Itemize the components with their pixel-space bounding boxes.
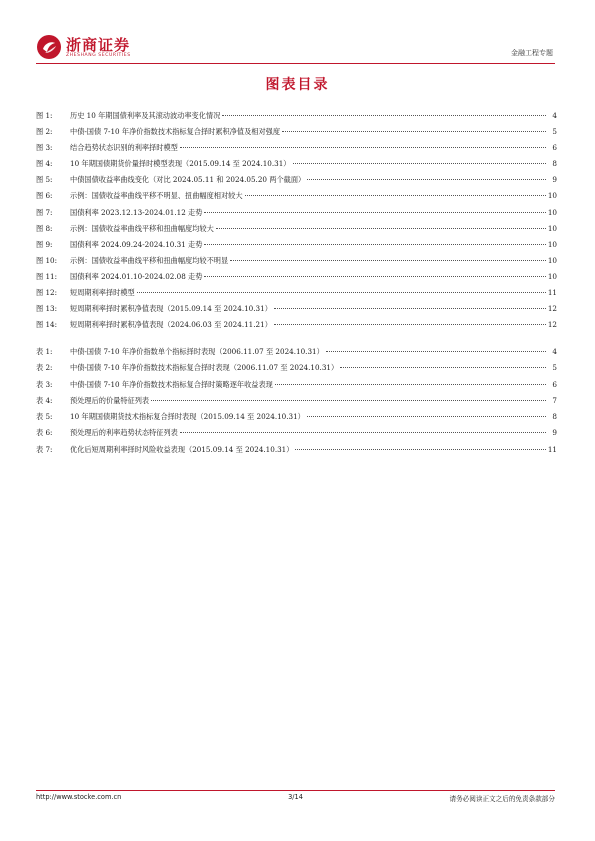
page-header [36,32,555,66]
toc-figure-entry[interactable] [36,320,557,336]
dot-leader [245,195,546,196]
dot-leader [204,276,545,277]
entry-label: 表 5: [36,412,53,422]
entry-page-number: 5 [552,127,557,137]
company-logo [36,32,156,64]
toc-table-entry[interactable] [36,347,557,363]
entry-title: 中债-国债 7-10 年净价指数技术指标复合择时策略逐年收益表现 [70,379,273,389]
toc-table-entry[interactable] [36,428,557,444]
entry-label: 图 6: [36,191,53,201]
entry-label: 表 7: [36,444,53,454]
page-number: 3/14 [288,793,303,801]
toc-figure-entry[interactable] [36,175,557,191]
report-category: 金融工程专题 [511,49,553,57]
dot-leader [180,147,546,148]
footer-url-link[interactable]: http://www.stocke.com.cn [36,793,122,801]
dot-leader [326,351,546,352]
entry-title: 示例：国债收益率曲线平移和扭曲幅度均较大 [70,223,214,233]
entry-label: 图 9: [36,239,53,249]
footer-disclaimer: 请务必阅读正文之后的免责条款部分 [449,795,555,803]
entry-page-number: 11 [547,444,557,454]
toc-title: 图表目录 [265,77,330,93]
entry-page-number: 7 [552,395,557,405]
entry-title: 国债利率 2023.12.13-2024.01.12 走势 [70,207,203,217]
dot-leader [340,367,546,368]
entry-page-number: 10 [547,207,557,217]
dot-leader [204,244,545,245]
entry-page-number: 6 [552,143,557,153]
dot-leader [274,324,546,325]
entry-page-number: 9 [552,175,557,185]
dot-leader [137,292,546,293]
toc-figure-entry[interactable] [36,111,557,127]
dot-leader [151,400,546,401]
entry-label: 图 2: [36,127,53,137]
entry-label: 表 2: [36,363,53,373]
entry-title: 中债国债收益率曲线变化（对比 2024.05.11 和 2024.05.20 两个截面） [70,175,306,185]
entry-label: 图 3: [36,143,53,153]
entry-title: 10 年期国债期货价量择时模型表现（2015.09.14 至 2024.10.31） [70,159,291,169]
entry-title: 短周期利率择时累积净值表现（2024.06.03 至 2024.11.21） [70,320,272,330]
entry-title: 结合趋势状态识别的利率择时模型 [70,143,178,153]
entry-label: 表 6: [36,428,53,438]
entry-page-number: 10 [547,255,557,265]
dot-leader [230,260,546,261]
entry-label: 图 4: [36,159,53,169]
toc-figure-entry[interactable] [36,159,557,175]
figure-list [36,111,557,336]
entry-page-number: 4 [552,111,557,120]
entry-title: 短周期利率择时模型 [70,288,135,298]
entry-page-number: 8 [552,412,557,422]
toc-table-entry[interactable] [36,412,557,428]
toc-figure-entry[interactable] [36,240,557,256]
entry-label: 图 10: [36,255,58,265]
logo-text: 浙商证券 [66,36,131,54]
toc-table-entry[interactable] [36,363,557,379]
toc-figure-entry[interactable] [36,143,557,159]
entry-page-number: 10 [547,239,557,249]
entry-title: 预处理后的价量特征列表 [70,395,150,405]
entry-page-number: 10 [547,191,557,201]
entry-title: 中债-国债 7-10 年净价指数技术指标复合择时表现（2006.11.07 至 2024.10.31） [70,363,339,373]
entry-title: 历史 10 年期国债利率及其滚动波动率变化情况 [70,111,221,120]
entry-label: 表 3: [36,379,53,389]
table-list [36,347,557,461]
toc-table-entry[interactable] [36,396,557,412]
dot-leader [222,115,546,116]
logo-subtext: ZHESHANG SECURITIES [66,53,131,58]
footer-divider [36,790,555,791]
toc-figure-entry[interactable] [36,208,557,224]
entry-label: 图 7: [36,207,53,217]
dot-leader [216,228,546,229]
entry-page-number: 11 [547,288,557,298]
entry-page-number: 9 [552,428,557,438]
entry-page-number: 4 [552,347,557,356]
entry-label: 图 13: [36,304,58,314]
entry-title: 示例：国债收益率曲线平移不明显、扭曲幅度相对较大 [70,191,243,201]
toc-figure-entry[interactable] [36,304,557,320]
toc-figure-entry[interactable] [36,191,557,207]
dot-leader [282,131,546,132]
entry-page-number: 5 [552,363,557,373]
toc-figure-entry[interactable] [36,288,557,304]
toc-figure-entry[interactable] [36,224,557,240]
entry-page-number: 10 [547,223,557,233]
entry-title: 中债-国债 7-10 年净价指数技术指标复合择时累积净值及相对强度 [70,127,281,137]
dot-leader [180,432,546,433]
entry-title: 国债利率 2024.09.24-2024.10.31 走势 [70,239,203,249]
toc-figure-entry[interactable] [36,127,557,143]
dot-leader [307,416,546,417]
entry-title: 示例：国债收益率曲线平移和扭曲幅度均较不明显 [70,255,229,265]
entry-label: 图 8: [36,223,53,233]
entry-title: 10 年期国债期货技术指标复合择时表现（2015.09.14 至 2024.10.31） [70,412,305,422]
entry-label: 图 14: [36,320,58,330]
entry-label: 表 4: [36,395,53,405]
entry-page-number: 10 [547,271,557,281]
entry-label: 图 12: [36,288,58,298]
header-divider [36,63,555,64]
entry-page-number: 12 [547,320,557,330]
entry-label: 图 11: [36,271,58,281]
dot-leader [295,449,545,450]
entry-title: 预处理后的利率趋势状态特征列表 [70,428,178,438]
toc-table-entry[interactable] [36,445,557,461]
entry-title: 中债-国债 7-10 年净价指数单个指标择时表现（2006.11.07 至 2024.10.31） [70,347,324,356]
dot-leader [275,384,546,385]
page-footer [36,793,555,805]
toc-figure-entry[interactable] [36,272,557,288]
entry-label: 图 5: [36,175,53,185]
toc-figure-entry[interactable] [36,256,557,272]
entry-title: 优化后短周期利率择时风险收益表现（2015.09.14 至 2024.10.31） [70,444,294,454]
dot-leader [204,212,545,213]
entry-title: 国债利率 2024.01.10-2024.02.08 走势 [70,271,203,281]
dot-leader [293,163,547,164]
entry-label: 表 1: [36,347,53,356]
entry-page-number: 8 [552,159,557,169]
entry-label: 图 1: [36,111,53,120]
entry-page-number: 12 [547,304,557,314]
toc-table-entry[interactable] [36,380,557,396]
dot-leader [274,308,546,309]
entry-page-number: 6 [552,379,557,389]
dot-leader [307,179,546,180]
entry-title: 短周期利率择时累积净值表现（2015.09.14 至 2024.10.31） [70,304,272,314]
logo-mark-icon [36,34,62,60]
